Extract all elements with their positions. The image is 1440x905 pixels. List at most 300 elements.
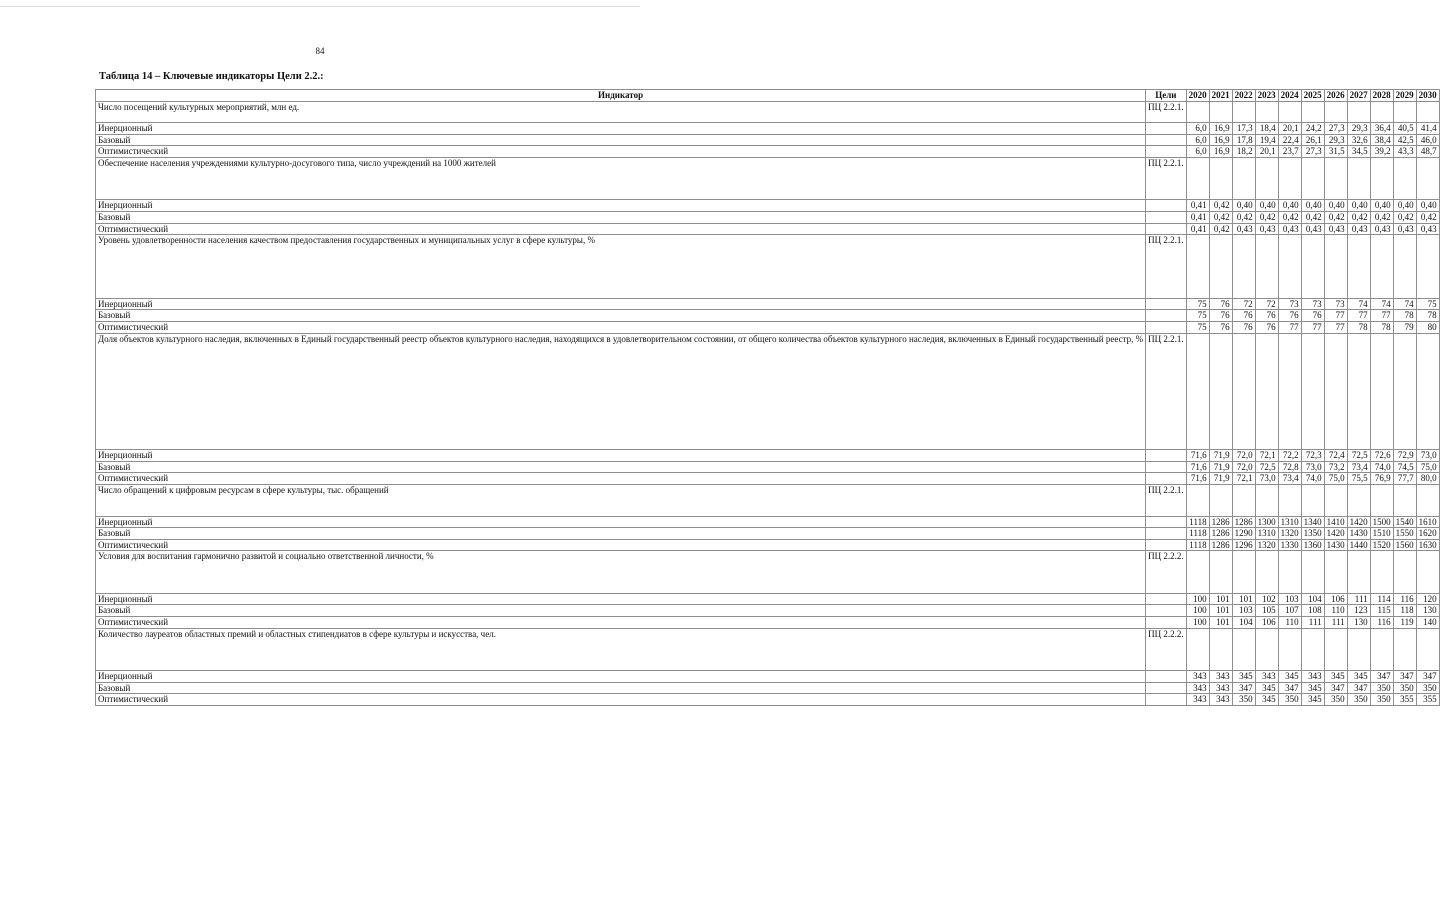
value-cell: 72,5 [1347, 450, 1370, 462]
value-cell: 76 [1232, 321, 1255, 333]
scenario-row [96, 310, 1440, 322]
value-cell: 6,0 [1186, 123, 1209, 135]
value-cell: 78 [1370, 321, 1393, 333]
value-cell: 107 [1278, 605, 1301, 617]
empty-goal-cell [1146, 321, 1187, 333]
page-number: 84 [315, 46, 325, 56]
value-cell: 345 [1232, 671, 1255, 683]
empty-cell [1209, 235, 1232, 299]
empty-cell [1278, 333, 1301, 450]
empty-cell [1393, 628, 1416, 670]
value-cell: 104 [1232, 617, 1255, 629]
empty-cell [1416, 628, 1439, 670]
scenario-row [96, 200, 1440, 212]
empty-cell [1393, 235, 1416, 299]
empty-goal-cell [1146, 450, 1187, 462]
value-cell: 1296 [1232, 539, 1255, 551]
value-cell: 73 [1301, 298, 1324, 310]
value-cell: 0,42 [1347, 211, 1370, 223]
empty-cell [1255, 551, 1278, 593]
value-cell: 0,41 [1186, 211, 1209, 223]
empty-cell [1301, 102, 1324, 123]
value-cell: 1420 [1324, 528, 1347, 540]
scenario-row [96, 461, 1440, 473]
scenario-name: Инерционный [96, 450, 1146, 462]
value-cell: 23,7 [1278, 146, 1301, 158]
empty-cell [1370, 551, 1393, 593]
value-cell: 1350 [1301, 528, 1324, 540]
year-header: 2029 [1393, 90, 1416, 102]
scenario-name: Оптимистический [96, 223, 1146, 235]
empty-cell [1278, 551, 1301, 593]
indicator-goal: ПЦ 2.2.2. [1146, 628, 1187, 670]
value-cell: 74,5 [1393, 461, 1416, 473]
value-cell: 72 [1232, 298, 1255, 310]
value-cell: 114 [1370, 593, 1393, 605]
empty-goal-cell [1146, 605, 1187, 617]
value-cell: 1340 [1301, 516, 1324, 528]
value-cell: 0,43 [1393, 223, 1416, 235]
value-cell: 1320 [1255, 539, 1278, 551]
scenario-name: Оптимистический [96, 146, 1146, 158]
value-cell: 75,0 [1324, 473, 1347, 485]
empty-cell [1370, 628, 1393, 670]
scan-top-edge [0, 6, 640, 7]
indicator-row [96, 484, 1440, 516]
scenario-name: Инерционный [96, 200, 1146, 212]
empty-goal-cell [1146, 200, 1187, 212]
value-cell: 72,0 [1232, 461, 1255, 473]
value-cell: 34,5 [1347, 146, 1370, 158]
value-cell: 0,42 [1324, 211, 1347, 223]
value-cell: 101 [1209, 605, 1232, 617]
value-cell: 75,5 [1347, 473, 1370, 485]
value-cell: 345 [1301, 694, 1324, 706]
scenario-row [96, 211, 1440, 223]
value-cell: 0,40 [1232, 200, 1255, 212]
empty-cell [1186, 235, 1209, 299]
value-cell: 347 [1347, 682, 1370, 694]
value-cell: 0,42 [1416, 211, 1439, 223]
empty-goal-cell [1146, 671, 1187, 683]
value-cell: 345 [1324, 671, 1347, 683]
value-cell: 1118 [1186, 539, 1209, 551]
value-cell: 71,9 [1209, 461, 1232, 473]
year-header: 2021 [1209, 90, 1232, 102]
value-cell: 0,43 [1301, 223, 1324, 235]
empty-cell [1347, 628, 1370, 670]
empty-goal-cell [1146, 516, 1187, 528]
scenario-name: Базовый [96, 310, 1146, 322]
value-cell: 79 [1393, 321, 1416, 333]
value-cell: 350 [1347, 694, 1370, 706]
indicator-name: Количество лауреатов областных премий и областных стипендиатов в сфере культуры и искусства, чел. [96, 628, 1146, 670]
value-cell: 343 [1301, 671, 1324, 683]
scenario-name: Базовый [96, 682, 1146, 694]
value-cell: 123 [1347, 605, 1370, 617]
value-cell: 111 [1347, 593, 1370, 605]
value-cell: 77 [1370, 310, 1393, 322]
value-cell: 350 [1393, 682, 1416, 694]
value-cell: 0,43 [1416, 223, 1439, 235]
value-cell: 1310 [1255, 528, 1278, 540]
empty-cell [1416, 484, 1439, 516]
empty-cell [1324, 102, 1347, 123]
indicator-name: Обеспечение населения учреждениями культурно-досугового типа, число учреждений на 1000 жителей [96, 157, 1146, 199]
indicator-goal: ПЦ 2.2.1. [1146, 235, 1187, 299]
empty-goal-cell [1146, 134, 1187, 146]
empty-cell [1416, 157, 1439, 199]
empty-cell [1186, 102, 1209, 123]
value-cell: 32,6 [1347, 134, 1370, 146]
scenario-name: Базовый [96, 461, 1146, 473]
value-cell: 77 [1278, 321, 1301, 333]
value-cell: 345 [1255, 694, 1278, 706]
value-cell: 343 [1186, 671, 1209, 683]
value-cell: 36,4 [1370, 123, 1393, 135]
empty-cell [1347, 235, 1370, 299]
empty-cell [1255, 628, 1278, 670]
empty-cell [1186, 628, 1209, 670]
scenario-row [96, 298, 1440, 310]
value-cell: 104 [1301, 593, 1324, 605]
value-cell: 355 [1393, 694, 1416, 706]
value-cell: 1320 [1278, 528, 1301, 540]
value-cell: 345 [1301, 682, 1324, 694]
empty-cell [1370, 102, 1393, 123]
empty-cell [1186, 333, 1209, 450]
scenario-name: Инерционный [96, 123, 1146, 135]
value-cell: 355 [1416, 694, 1439, 706]
value-cell: 350 [1370, 694, 1393, 706]
value-cell: 72,5 [1255, 461, 1278, 473]
value-cell: 0,42 [1209, 211, 1232, 223]
value-cell: 76 [1255, 310, 1278, 322]
empty-goal-cell [1146, 123, 1187, 135]
empty-cell [1370, 484, 1393, 516]
value-cell: 106 [1324, 593, 1347, 605]
value-cell: 73 [1278, 298, 1301, 310]
value-cell: 1410 [1324, 516, 1347, 528]
value-cell: 77,7 [1393, 473, 1416, 485]
empty-cell [1370, 333, 1393, 450]
value-cell: 18,2 [1232, 146, 1255, 158]
empty-cell [1416, 235, 1439, 299]
empty-cell [1393, 484, 1416, 516]
indicator-header: Индикатор [96, 90, 1146, 102]
value-cell: 73,0 [1255, 473, 1278, 485]
empty-cell [1255, 235, 1278, 299]
scenario-row [96, 682, 1440, 694]
value-cell: 0,40 [1301, 200, 1324, 212]
empty-cell [1232, 333, 1255, 450]
value-cell: 1500 [1370, 516, 1393, 528]
value-cell: 74 [1370, 298, 1393, 310]
value-cell: 0,43 [1324, 223, 1347, 235]
empty-goal-cell [1146, 310, 1187, 322]
value-cell: 71,6 [1186, 473, 1209, 485]
empty-goal-cell [1146, 461, 1187, 473]
value-cell: 72,6 [1370, 450, 1393, 462]
empty-goal-cell [1146, 528, 1187, 540]
empty-goal-cell [1146, 473, 1187, 485]
value-cell: 80 [1416, 321, 1439, 333]
value-cell: 350 [1370, 682, 1393, 694]
value-cell: 72,3 [1301, 450, 1324, 462]
value-cell: 350 [1416, 682, 1439, 694]
value-cell: 76 [1209, 321, 1232, 333]
empty-goal-cell [1146, 593, 1187, 605]
year-header: 2024 [1278, 90, 1301, 102]
value-cell: 75 [1186, 310, 1209, 322]
value-cell: 74 [1347, 298, 1370, 310]
value-cell: 0,43 [1278, 223, 1301, 235]
empty-cell [1209, 628, 1232, 670]
value-cell: 1540 [1393, 516, 1416, 528]
scenario-row [96, 223, 1440, 235]
value-cell: 108 [1301, 605, 1324, 617]
empty-cell [1324, 628, 1347, 670]
empty-cell [1324, 333, 1347, 450]
empty-goal-cell [1146, 617, 1187, 629]
year-header: 2027 [1347, 90, 1370, 102]
scenario-row [96, 146, 1440, 158]
scenario-name: Инерционный [96, 516, 1146, 528]
empty-cell [1301, 628, 1324, 670]
value-cell: 73,4 [1347, 461, 1370, 473]
empty-cell [1416, 551, 1439, 593]
value-cell: 0,43 [1255, 223, 1278, 235]
value-cell: 1286 [1209, 516, 1232, 528]
value-cell: 76 [1278, 310, 1301, 322]
value-cell: 345 [1278, 671, 1301, 683]
value-cell: 80,0 [1416, 473, 1439, 485]
empty-goal-cell [1146, 223, 1187, 235]
empty-cell [1416, 333, 1439, 450]
empty-goal-cell [1146, 539, 1187, 551]
indicator-row [96, 235, 1440, 299]
value-cell: 73,0 [1416, 450, 1439, 462]
value-cell: 0,40 [1393, 200, 1416, 212]
value-cell: 46,0 [1416, 134, 1439, 146]
scenario-name: Инерционный [96, 671, 1146, 683]
empty-cell [1209, 551, 1232, 593]
value-cell: 72,8 [1278, 461, 1301, 473]
indicator-name: Уровень удовлетворенности населения качеством предоставления государственных и муниципальных услуг в сфере культуры, % [96, 235, 1146, 299]
value-cell: 102 [1255, 593, 1278, 605]
empty-goal-cell [1146, 146, 1187, 158]
indicator-name: Доля объектов культурного наследия, включенных в Единый государственный реестр объектов культурного наследия, находящихся в удовлетворительном состоянии, от общего количества объектов культурного наследия, включенных в Единый государственный реестр, % [96, 333, 1146, 450]
value-cell: 130 [1347, 617, 1370, 629]
empty-cell [1186, 157, 1209, 199]
value-cell: 1430 [1347, 528, 1370, 540]
year-header: 2030 [1416, 90, 1439, 102]
value-cell: 74 [1393, 298, 1416, 310]
value-cell: 0,40 [1324, 200, 1347, 212]
value-cell: 76 [1209, 310, 1232, 322]
year-header: 2028 [1370, 90, 1393, 102]
value-cell: 0,42 [1278, 211, 1301, 223]
scenario-row [96, 473, 1440, 485]
value-cell: 40,5 [1393, 123, 1416, 135]
value-cell: 0,42 [1301, 211, 1324, 223]
value-cell: 1286 [1232, 516, 1255, 528]
value-cell: 1286 [1209, 528, 1232, 540]
scenario-name: Оптимистический [96, 617, 1146, 629]
empty-cell [1209, 333, 1232, 450]
value-cell: 1360 [1301, 539, 1324, 551]
indicator-row [96, 551, 1440, 593]
scenario-name: Оптимистический [96, 321, 1146, 333]
year-header: 2022 [1232, 90, 1255, 102]
empty-cell [1324, 551, 1347, 593]
value-cell: 1440 [1347, 539, 1370, 551]
value-cell: 72 [1255, 298, 1278, 310]
scenario-row [96, 516, 1440, 528]
value-cell: 343 [1209, 682, 1232, 694]
value-cell: 29,3 [1324, 134, 1347, 146]
value-cell: 1510 [1370, 528, 1393, 540]
value-cell: 16,9 [1209, 134, 1232, 146]
value-cell: 116 [1370, 617, 1393, 629]
value-cell: 347 [1324, 682, 1347, 694]
empty-cell [1232, 551, 1255, 593]
value-cell: 73,0 [1301, 461, 1324, 473]
empty-cell [1278, 102, 1301, 123]
value-cell: 0,43 [1232, 223, 1255, 235]
value-cell: 343 [1186, 694, 1209, 706]
value-cell: 0,43 [1347, 223, 1370, 235]
empty-cell [1393, 333, 1416, 450]
empty-goal-cell [1146, 694, 1187, 706]
empty-cell [1255, 484, 1278, 516]
scenario-row [96, 134, 1440, 146]
empty-cell [1255, 102, 1278, 123]
value-cell: 72,1 [1232, 473, 1255, 485]
empty-cell [1301, 333, 1324, 450]
value-cell: 110 [1278, 617, 1301, 629]
value-cell: 140 [1416, 617, 1439, 629]
scenario-row [96, 123, 1440, 135]
empty-cell [1301, 157, 1324, 199]
value-cell: 16,9 [1209, 146, 1232, 158]
value-cell: 76,9 [1370, 473, 1393, 485]
value-cell: 110 [1324, 605, 1347, 617]
empty-cell [1347, 484, 1370, 516]
empty-cell [1393, 102, 1416, 123]
value-cell: 76 [1209, 298, 1232, 310]
value-cell: 345 [1255, 682, 1278, 694]
empty-cell [1186, 551, 1209, 593]
value-cell: 17,8 [1232, 134, 1255, 146]
value-cell: 76 [1255, 321, 1278, 333]
value-cell: 1290 [1232, 528, 1255, 540]
value-cell: 29,3 [1347, 123, 1370, 135]
value-cell: 41,4 [1416, 123, 1439, 135]
table-header-row [96, 90, 1440, 102]
indicator-goal: ПЦ 2.2.1. [1146, 484, 1187, 516]
scenario-name: Оптимистический [96, 473, 1146, 485]
year-header: 2020 [1186, 90, 1209, 102]
value-cell: 101 [1209, 617, 1232, 629]
indicator-row [96, 628, 1440, 670]
empty-cell [1209, 157, 1232, 199]
scenario-row [96, 321, 1440, 333]
scenario-name: Базовый [96, 134, 1146, 146]
value-cell: 77 [1301, 321, 1324, 333]
empty-cell [1324, 235, 1347, 299]
scenario-name: Базовый [96, 605, 1146, 617]
value-cell: 120 [1416, 593, 1439, 605]
table-title: Таблица 14 – Ключевые индикаторы Цели 2.2.: [99, 71, 324, 82]
value-cell: 24,2 [1301, 123, 1324, 135]
scenario-name: Оптимистический [96, 539, 1146, 551]
empty-cell [1324, 157, 1347, 199]
value-cell: 100 [1186, 617, 1209, 629]
value-cell: 0,40 [1416, 200, 1439, 212]
value-cell: 0,40 [1370, 200, 1393, 212]
empty-cell [1393, 551, 1416, 593]
value-cell: 0,43 [1370, 223, 1393, 235]
value-cell: 22,4 [1278, 134, 1301, 146]
value-cell: 19,4 [1255, 134, 1278, 146]
value-cell: 101 [1209, 593, 1232, 605]
value-cell: 20,1 [1255, 146, 1278, 158]
empty-cell [1301, 235, 1324, 299]
empty-cell [1186, 484, 1209, 516]
value-cell: 27,3 [1301, 146, 1324, 158]
empty-cell [1278, 235, 1301, 299]
empty-cell [1347, 333, 1370, 450]
value-cell: 1286 [1209, 539, 1232, 551]
value-cell: 72,1 [1255, 450, 1278, 462]
empty-cell [1393, 157, 1416, 199]
value-cell: 72,9 [1393, 450, 1416, 462]
scenario-name: Базовый [96, 528, 1146, 540]
scenario-row [96, 694, 1440, 706]
value-cell: 116 [1393, 593, 1416, 605]
indicator-goal: ПЦ 2.2.1. [1146, 157, 1187, 199]
value-cell: 347 [1370, 671, 1393, 683]
indicator-goal: ПЦ 2.2.2. [1146, 551, 1187, 593]
empty-cell [1301, 484, 1324, 516]
value-cell: 1118 [1186, 516, 1209, 528]
scenario-row [96, 528, 1440, 540]
empty-cell [1255, 333, 1278, 450]
empty-cell [1347, 102, 1370, 123]
value-cell: 78 [1393, 310, 1416, 322]
value-cell: 0,41 [1186, 223, 1209, 235]
value-cell: 27,3 [1324, 123, 1347, 135]
value-cell: 111 [1324, 617, 1347, 629]
empty-goal-cell [1146, 211, 1187, 223]
empty-cell [1232, 102, 1255, 123]
value-cell: 73,2 [1324, 461, 1347, 473]
value-cell: 0,42 [1393, 211, 1416, 223]
value-cell: 1560 [1393, 539, 1416, 551]
value-cell: 75 [1416, 298, 1439, 310]
value-cell: 20,1 [1278, 123, 1301, 135]
indicators-table [95, 89, 1440, 706]
value-cell: 16,9 [1209, 123, 1232, 135]
empty-cell [1324, 484, 1347, 516]
value-cell: 0,42 [1209, 200, 1232, 212]
value-cell: 78 [1416, 310, 1439, 322]
value-cell: 347 [1278, 682, 1301, 694]
indicator-name: Число посещений культурных мероприятий, млн ед. [96, 102, 1146, 123]
value-cell: 77 [1324, 321, 1347, 333]
value-cell: 347 [1416, 671, 1439, 683]
